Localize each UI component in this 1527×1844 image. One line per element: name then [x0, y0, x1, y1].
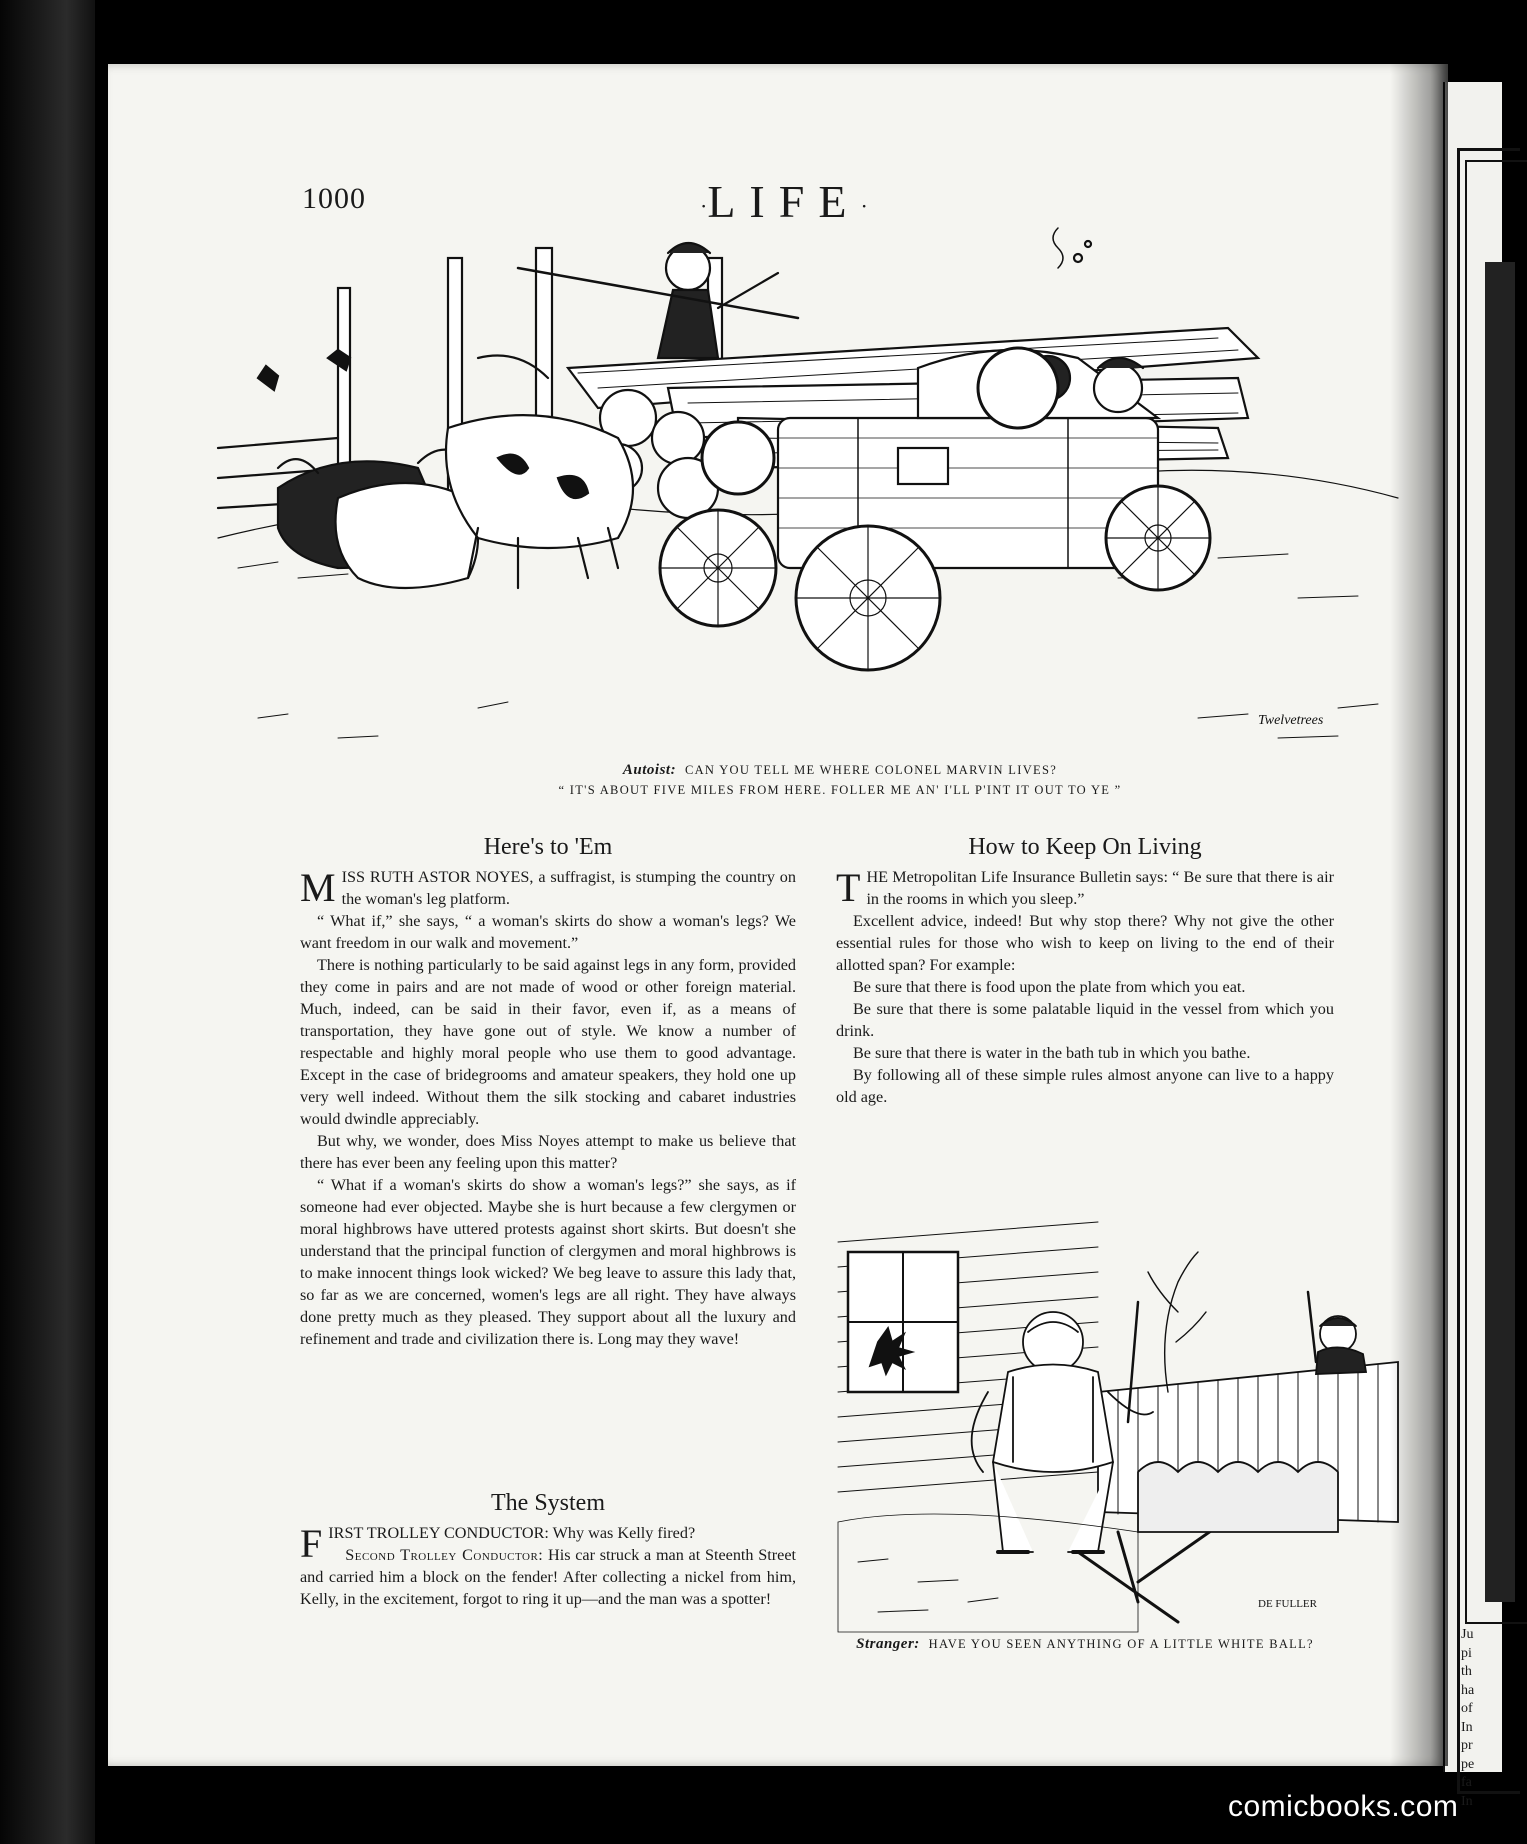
site-watermark: comicbooks.com	[1228, 1790, 1459, 1823]
top-caption-line1	[540, 760, 1140, 780]
article-paragraph: MISS RUTH ASTOR NOYES, a suffragist, is stumping the country on the woman's leg platform.	[300, 865, 796, 910]
article-paragraph: THE Metropolitan Life Insurance Bulletin says: “ Be sure that there is air in the rooms in which you sleep.”	[836, 865, 1334, 910]
article-paragraph: Second Trolley Conductor: His car struck a man at Steenth Street and carried him a block on the fender! After collecting a nickel from him, Kelly, in the excitement, forgot to ring it up—and the man was a spotter!	[300, 1546, 797, 1608]
article-title: Here's to 'Em	[483, 834, 613, 860]
article-paragraph: “ What if,” she says, “ a woman's skirts do show a woman's legs? We want freedom in our walk and movement.”	[300, 912, 796, 952]
adjacent-page-illustration	[1485, 262, 1515, 1602]
article-title: How to Keep On Living	[968, 834, 1202, 860]
article-paragraph: Be sure that there is some palatable liquid in the vessel from which you drink.	[836, 1000, 1334, 1040]
bottom-cartoon-caption	[830, 1634, 1340, 1654]
article-paragraph: Be sure that there is water in the bath tub in which you bathe.	[853, 1044, 1251, 1062]
bottom-caption-speaker: Stranger:	[856, 1636, 920, 1652]
page-spine-shadow	[1390, 64, 1448, 1766]
drop-cap: F	[300, 1521, 323, 1566]
top-cartoon-signature: Twelvetrees	[1258, 713, 1324, 728]
article-heres-to-em	[300, 832, 796, 1350]
article-paragraph: “ What if a woman's skirts do show a woman's legs?” she says, as if someone had ever objected. Maybe she is hurt because a few clergymen or moral highbrows have uttered protests against short skirts. But doesn't she understand that the principal function of clergymen and moral highbrows is to make innocent things look wicked? We beg leave to assure this lady that, so far as we are concerned, women's legs are all right. They have always done pretty much as they pleased. They support about all the luxury and refinement and trade and civilization there is. Long may they wave!	[300, 1176, 796, 1348]
top-caption-line2: “ IT'S ABOUT FIVE MILES FROM HERE. FOLLER ME AN' I'LL P'INT IT OUT TO YE ”	[558, 783, 1122, 797]
top-cartoon-caption	[540, 760, 1140, 800]
adjacent-page-text: Ju pi th ha of In pr pe fa In	[1461, 1627, 1475, 1809]
article-the-system	[300, 1488, 796, 1610]
article-paragraph: Be sure that there is food upon the plate from which you eat.	[853, 978, 1246, 996]
adjacent-page-edge	[1443, 82, 1502, 1809]
bottom-cartoon-illustration	[838, 1222, 1398, 1632]
article-title: The System	[491, 1490, 605, 1516]
scan-background-left	[0, 0, 95, 1844]
article-how-to-keep-on-living	[836, 832, 1334, 1108]
masthead-dot-right: ·	[860, 193, 868, 219]
masthead-dot-left: ·	[700, 193, 708, 219]
article-paragraph: By following all of these simple rules almost anyone can live to a happy old age.	[836, 1066, 1334, 1106]
top-caption-speaker: Autoist:	[622, 762, 677, 778]
page-number: 1000	[302, 182, 366, 215]
drop-cap: T	[836, 865, 861, 910]
article-paragraph: But why, we wonder, does Miss Noyes attempt to make us believe that there has ever been any feeling upon this matter?	[300, 1132, 796, 1172]
bottom-caption-question: HAVE YOU SEEN ANYTHING OF A LITTLE WHITE BALL?	[928, 1637, 1314, 1651]
masthead-title: LIFE	[707, 176, 861, 227]
drop-cap: M	[300, 865, 336, 910]
article-paragraph: There is nothing particularly to be said against legs in any form, provided they come in pairs and are not made of wood or other foreign material. Much, indeed, can be said in their favor, even if, as a means of transportation, they have gone out of style. We know a number of respectable and highly moral people who use them to good advantage. Except in the case of bridegrooms and amateur speakers, they hold one up very well indeed. Without them the silk stocking and cabaret industries would dwindle appreciably.	[300, 956, 796, 1128]
article-paragraph: Excellent advice, indeed! But why stop there? Why not give the other essential rules for those who wish to keep on living to the end of their allotted span? For example:	[836, 912, 1334, 974]
bottom-cartoon-signature: DE FULLER	[1258, 1598, 1317, 1610]
speaker-label: Second Trolley Conductor:	[345, 1546, 544, 1564]
article-paragraph: FIRST TROLLEY CONDUCTOR: Why was Kelly fired?	[300, 1521, 696, 1566]
top-caption-question: CAN YOU TELL ME WHERE COLONEL MARVIN LIVES?	[684, 763, 1058, 777]
magazine-masthead	[700, 175, 868, 228]
top-cartoon-illustration	[218, 238, 1398, 758]
